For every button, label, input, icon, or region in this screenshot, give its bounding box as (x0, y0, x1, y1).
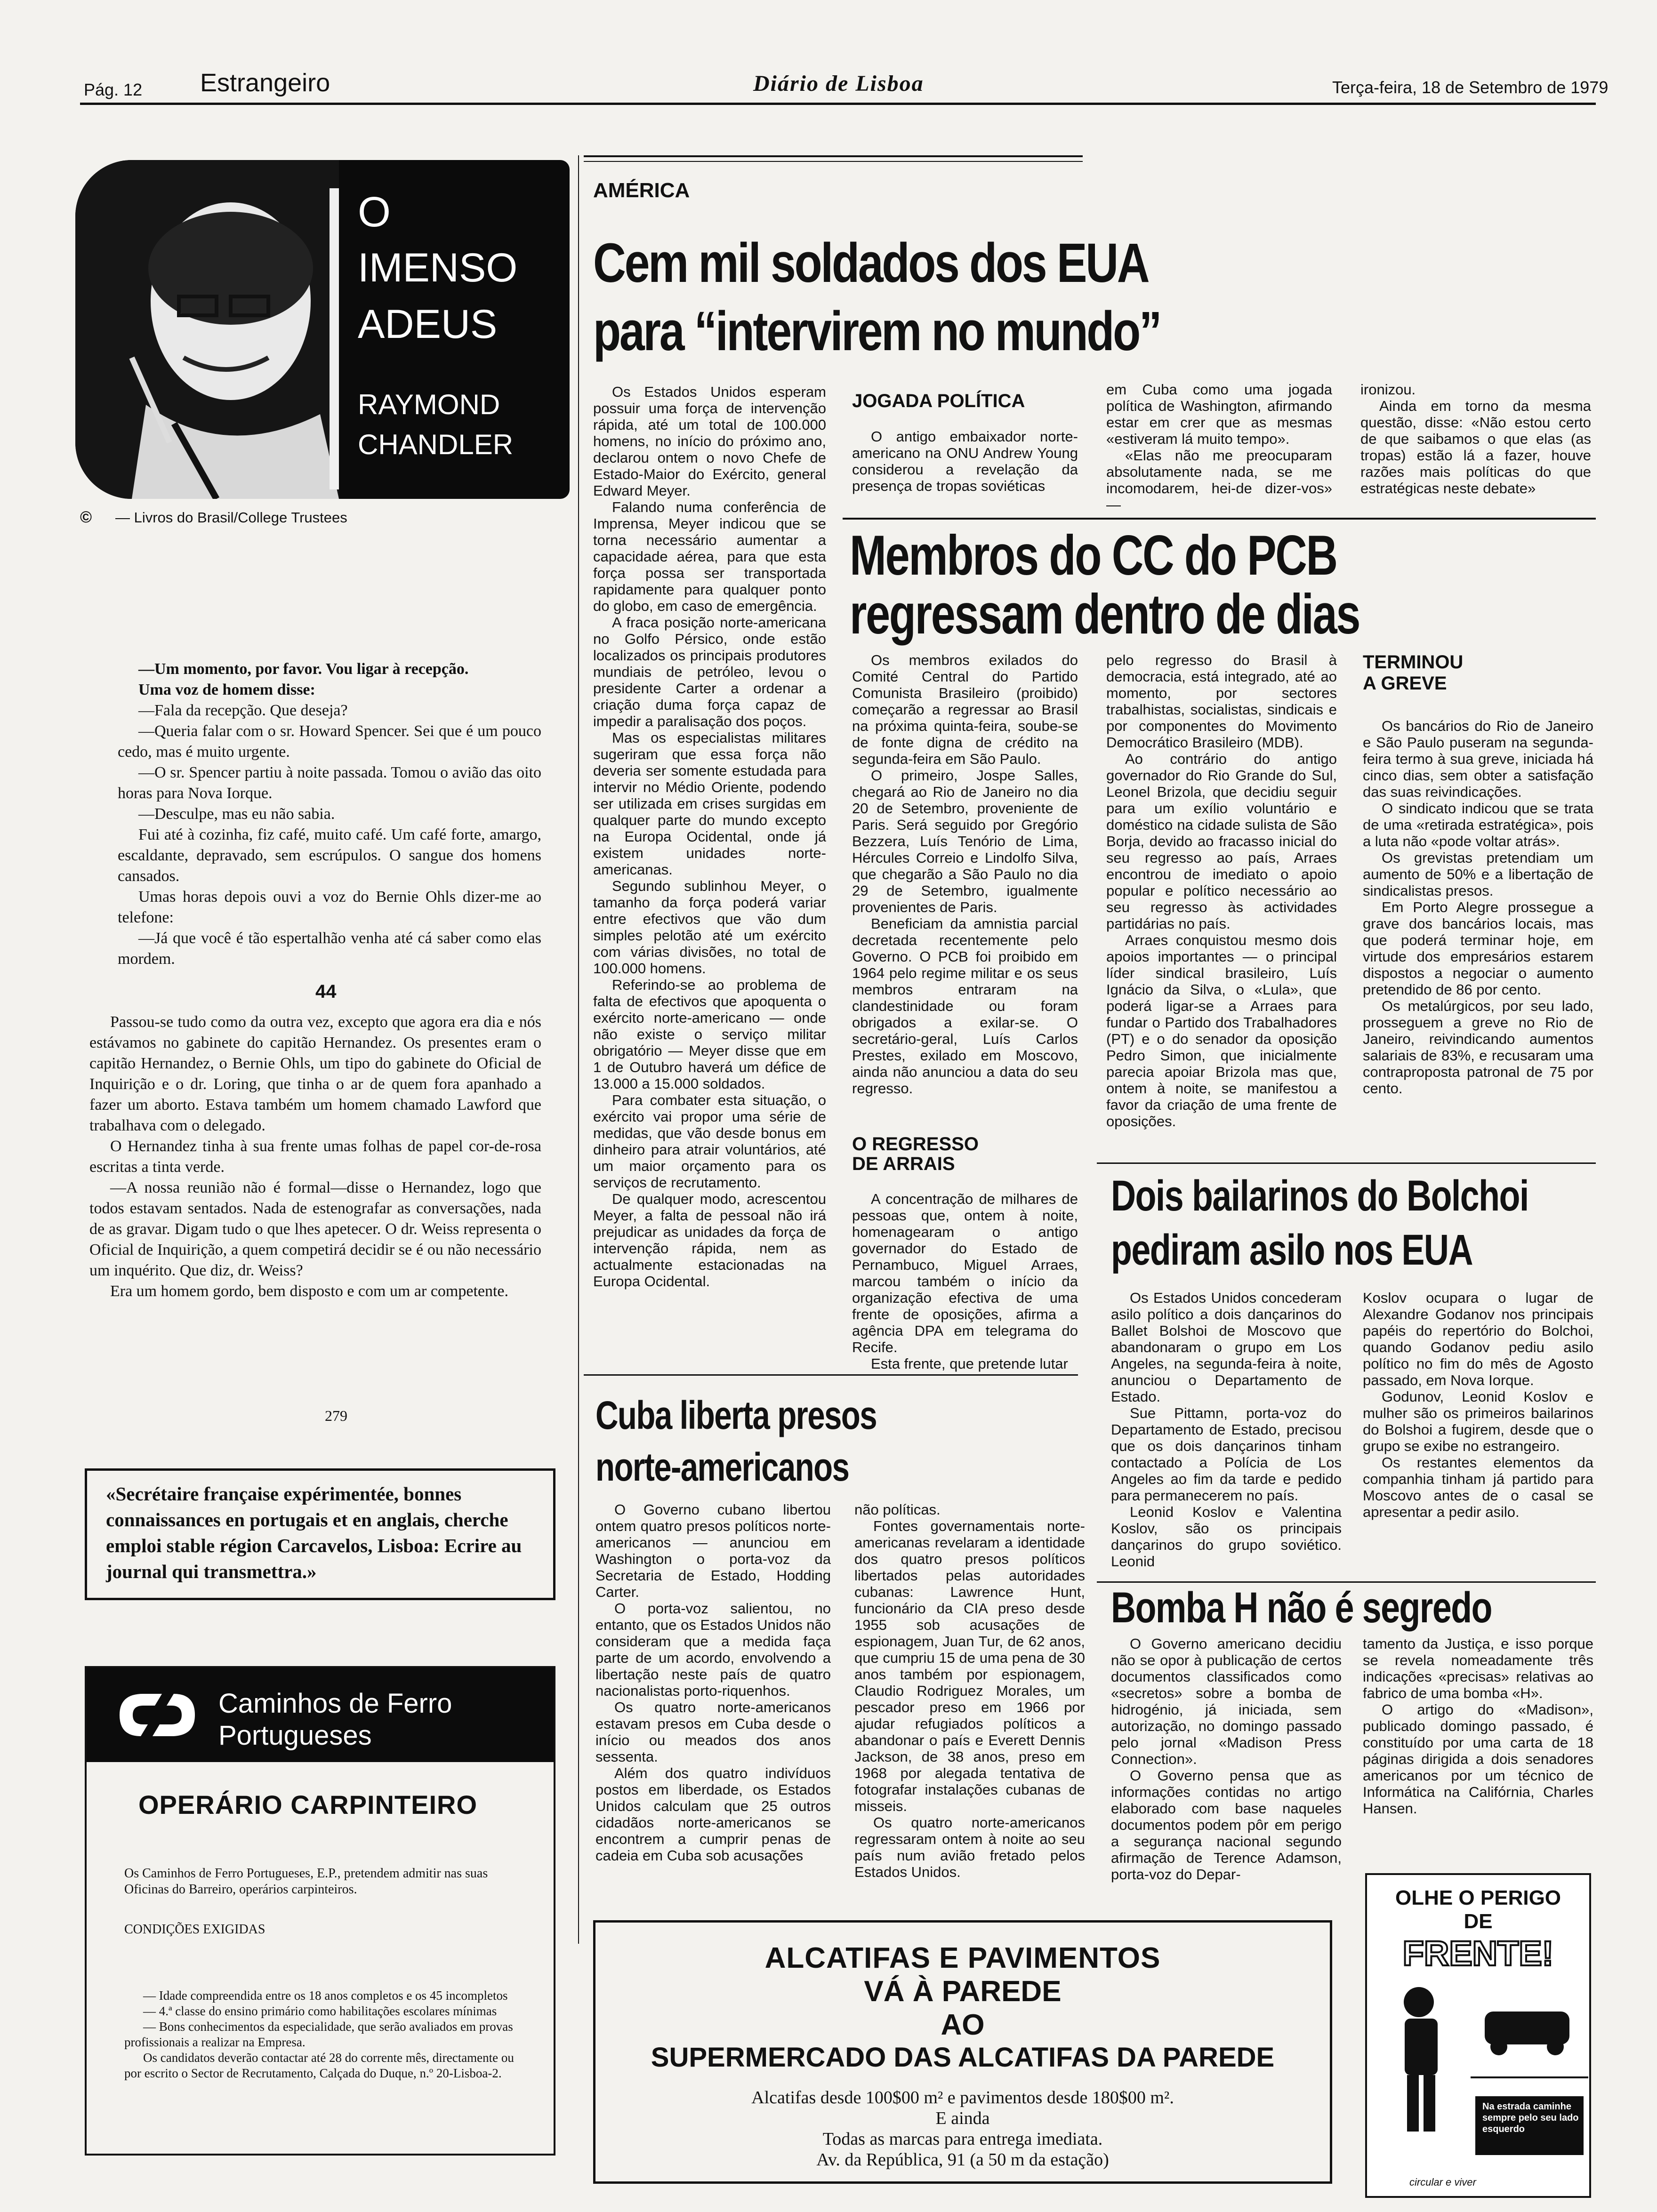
america-paragraph: Mas os especialistas militares sugeriram que essa força não deveria ser somente estudada para intervir no Médio Oriente, podendo ser utilizada em crises surgidas em qualquer parte do mundo excepto na Europa Ocidental, onde já existem unidades norte-americanas. (593, 729, 826, 878)
strike-title-line1: TERMINOU (1363, 652, 1464, 673)
pcb-paragraph: Arraes conquistou mesmo dois apoios importantes — o principal líder sindical brasileiro, Luís Ignácio da Silva, o «Lula», que poderá ligar-se a Arraes para fundar o Partido dos Trabalhadores (PT) e o do senador da oposição Pedro Simon, que inicialmente parecia apoiar Brizola mas que, ontem à noite, se manifestou a favor da criação de uma frente de oposições. (1106, 932, 1337, 1130)
cuba-paragraph: O porta-voz salientou, no entanto, que os Estados Unidos não consideram que a medida faça parte de um acordo, envolvendo a libertação neste país de quatro nacionalistas porto-riquenhos. (595, 1600, 831, 1699)
strike-title-line2: A GREVE (1363, 673, 1447, 694)
novel-line: Passou-se tudo como da outra vez, excepto que agora era dia e nós estávamos no gabinete do capitão Hernandez. Os presentes eram o capitão Hernandez, o Bernie Ohls, um tipo do gabinete do Oficial de Inquirição e o dr. Loring, que tinha o ar de quem fora apanhado a fazer um aborto. Estava também um homem chamado Lawford que trabalhava com o delegado. (89, 1013, 541, 1134)
chapter-number: 44 (315, 981, 337, 1002)
strike-paragraph: Em Porto Alegre prossegue a grave dos bancários locais, mas que poderá terminar hoje, em virtude dos empresários estarem dispostos a negociar o aumento pretendido de 86 por cento. (1363, 899, 1593, 998)
carpet-ad (593, 1920, 1332, 2184)
page-number: Pág. 12 (84, 80, 143, 99)
bolshoi-paragraph: Leonid Koslov e Valentina Koslov, são os principais dançarinos do grupo soviético. Leonid (1111, 1504, 1342, 1570)
cuba-headline-line2: norte-americanos (595, 1445, 849, 1489)
cuba-col2 (854, 1501, 1085, 1880)
cp-company-line1: Caminhos de Ferro (218, 1688, 452, 1719)
cuba-paragraph: O Governo cubano libertou ontem quatro presos políticos norte-americanos — anunciou em Washington o porta-voz da Secretaria de Estado, Hodding Carter. (595, 1501, 831, 1600)
pcb-paragraph: Esta frente, que pretende lutar (871, 1355, 1068, 1372)
pcb-paragraph: Beneficiam da amnistia parcial decretada recentemente pelo Governo. O PCB foi proibido em 1964 pelo regime militar e os seus membros entraram na clandestinidade ou foram obrigados a exilar-se. O secretário-geral, Luís Carlos Prestes, exilado em Moscovo, ainda não anunciou a data do seu regresso. (852, 915, 1078, 1097)
america-paragraph: A fraca posição norte-americana no Golfo Pérsico, onde estão localizados os principais produtores mundiais de petróleo, levou o presidente Carter a ordenar a criação duma força capaz de impedir a paralisação dos poços. (593, 614, 826, 729)
section-name: Estrangeiro (200, 69, 330, 97)
novel-line: Fui até à cozinha, fiz café, muito café. Um café forte, amargo, escaldante, depravado, sem escrúpulos. O sangue dos homens cansados. (118, 826, 541, 885)
novel-title-imenso: IMENSO (358, 245, 518, 290)
carpet-ad-sub2: E ainda (935, 2108, 990, 2128)
novel-text-part2 (89, 1012, 541, 1302)
carpet-ad-line2: VÁ À PAREDE (864, 1975, 1062, 2008)
novel-title-adeus: ADEUS (358, 302, 498, 347)
novel-author-last: CHANDLER (358, 429, 514, 460)
novel-line: Umas horas depois ouvi a voz do Bernie Ohls dizer-me ao telefone: (118, 888, 541, 926)
safety-ad-line2: DE (1464, 1910, 1493, 1933)
bolshoi-col2 (1363, 1290, 1593, 1520)
bolshoi-top-rule (1097, 1162, 1596, 1164)
pcb-paragraph: O primeiro, Jospe Salles, chegará ao Rio de Janeiro no dia 20 de Setembro, proveniente de Paris. Será seguido por Gregório Bezzera, Luís Tenório de Lima, Hércules Correio e Lindolfo Silva, que chegarão a São Paulo no dia 29 de Setembro, igualmente provenientes de Paris. (852, 767, 1078, 915)
bomb-paragraph: O Governo pensa que as informações contidas no artigo elaborado com base naqueles documentos podem pôr em perigo a segurança nacional segundo afirmação de Terence Adamson, porta-voz do Depar- (1111, 1767, 1342, 1883)
novel-line: O Hernandez tinha à sua frente umas folhas de papel cor-de-rosa escritas a tinta verde. (89, 1138, 541, 1176)
cp-condition-item: — 4.ª classe do ensino primário como habilitações escolares mínimas (143, 2004, 497, 2018)
novel-line: —Já que você é tão espertalhão venha até cá saber como elas mordem. (118, 930, 541, 968)
cp-condition-item: — Bons conhecimentos da especialidade, que serão avaliados em provas profissionais a realizar na Empresa. (124, 2020, 513, 2049)
bomb-paragraph: tamento da Justiça, e isso porque se revela nomeadamente três indicações «precisas» relativas ao fabrico de uma bomba «H». (1363, 1635, 1593, 1701)
pcb-headline-line1: Membros do CC do PCB (850, 524, 1337, 587)
safety-ad-line1: OLHE O PERIGO (1395, 1886, 1561, 1909)
bolshoi-paragraph: Os Estados Unidos concederam asilo político a dois dançarinos do Ballet Bolshoi de Moscovo que abandonaram o grupo em Los Angeles, na segunda-feira à noite, anunciou o Departamento de Estado. (1111, 1290, 1342, 1405)
novel-line: —O sr. Spencer partiu à noite passada. Tomou o avião das oito horas para Nova Iorque. (118, 764, 541, 802)
author-portrait (75, 160, 339, 499)
classified-ad (85, 1468, 555, 1600)
america-headline-line2: para “intervirem no mundo” (593, 300, 1161, 362)
bolshoi-headline-line2: pediram asilo nos EUA (1111, 1226, 1473, 1274)
america-col3 (1106, 381, 1332, 513)
bomb-col1 (1111, 1635, 1342, 1883)
pcb-headline-line2: regressam dentro de dias (850, 583, 1360, 646)
copyright-symbol: © (80, 508, 92, 526)
novel-line: Uma voz de homem disse: (138, 681, 315, 698)
cp-conditions-title: CONDIÇÕES EXIGIDAS (124, 1922, 265, 1937)
america-paragraph: Referindo-se ao problema de falta de efectivos que apoquenta o exército norte-americano — onde não existe o serviço militar obrigatório — Meyer disse que em 1 de Outubro haverá um défice de 13.000 a 15.000 soldados. (593, 977, 826, 1092)
safety-ad (1365, 1873, 1591, 2198)
america-paragraph: em Cuba como uma jogada política de Washington, afirmando estar em crer que as mesmas «estiveram lá muito tempo». (1106, 381, 1332, 447)
pcb-col1 (852, 652, 1078, 1097)
novel-line: —Queria falar com o sr. Howard Spencer. Sei que é um pouco cedo, mas é muito urgente. (118, 722, 541, 761)
america-paragraph: Falando numa conferência de Imprensa, Meyer indicou que se torna necessário aumentar a capacidade aérea, para que esta força possa ser transportada rapidamente para qualquer ponto do globo, em caso de emergência. (593, 499, 826, 614)
cuba-paragraph: não políticas. (854, 1501, 941, 1518)
novel-line: —Fala da recepção. Que deseja? (138, 702, 348, 719)
america-paragraph: ironizou. (1360, 381, 1416, 398)
cp-ad (85, 1666, 555, 2156)
cp-intro: Os Caminhos de Ferro Portugueses, E.P., pretendem admitir nas suas Oficinas do Barreiro, operários carpinteiros. (124, 1866, 488, 1897)
cp-condition-item: — Idade compreendida entre os 18 anos completos e os 45 incompletos (143, 1988, 508, 2003)
america-top-rule-2 (584, 161, 1083, 162)
america-col1 (593, 384, 826, 1290)
carpet-ad-sub3: Todas as marcas para entrega imediata. (822, 2129, 1103, 2149)
novel-banner (75, 160, 570, 499)
cuba-paragraph: Os quatro norte-americanos estavam presos em Cuba desde o início ou meados dos anos sessenta. (595, 1699, 831, 1765)
cuba-col1 (595, 1501, 831, 1864)
america-top-rule-1 (584, 155, 1083, 157)
america-col4 (1360, 381, 1591, 497)
bolshoi-col1 (1111, 1290, 1342, 1570)
america-kicker: AMÉRICA (593, 179, 690, 202)
america-headline-line1: Cem mil soldados dos EUA (593, 232, 1149, 294)
carpet-ad-line1: ALCATIFAS E PAVIMENTOS (764, 1942, 1161, 1974)
cp-conditions (124, 1988, 529, 2081)
novel-author-first: RAYMOND (358, 389, 500, 420)
bomb-paragraph: O Governo americano decidiu não se opor à publicação de certos documentos classificados como «secretos» sobre a bomba de hidrogénio, já iniciada, sem autorização, no domingo passado pelo jornal «Madison Press Connection». (1111, 1635, 1342, 1767)
novel-line: Era um homem gordo, bem disposto e com um ar competente. (110, 1282, 509, 1300)
novel-credit: — Livros do Brasil/College Trustees (115, 509, 347, 526)
classified-text: «Secrétaire française expérimentée, bonnes connaissances en portugais et en anglais, cherche emploi stable région Carcavelos, Lisboa: Ecrire au journal qui transmettra.» (106, 1483, 522, 1582)
pcb-col1b (852, 1191, 1078, 1372)
america-subhead: JOGADA POLÍTICA (852, 391, 1025, 411)
america-paragraph: Ainda em torno da mesma questão, disse: «Não estou certo de que saibamos o que elas (as tropas) estão lá a fazer, houve razões mais políticas do que estratégicas neste debate» (1360, 398, 1591, 497)
bomb-top-rule (1097, 1581, 1596, 1583)
masthead: Diário de Lisboa (753, 71, 924, 96)
america-paragraph: «Elas não me preocuparam absolutamente nada, se me incomodarem, hei-de dizer-vos» — (1106, 447, 1332, 513)
america-paragraph: Para combater esta situação, o exército vai propor uma série de medidas, que vão desde bonus em dinheiro para atrair voluntários, até um maior orçamento para os serviços de recrutamento. (593, 1092, 826, 1191)
pcb-col2 (1106, 652, 1337, 1130)
cp-logo-icon (110, 1687, 204, 1743)
novel-title-o: O (358, 189, 391, 236)
issue-date: Terça-feira, 18 de Setembro de 1979 (1332, 78, 1609, 97)
pcb-paragraph: Ao contrário do antigo governador do Rio Grande do Sul, Leonel Brizola, que decidiu seguir para um exílio voluntário e doméstico na cidade sulista de São Borja, devido ao fracasso inicial do seu regresso ao país, Arraes encontrou de imediato o apoio popular e político necessário ao seu regresso às actividades partidárias no país. (1106, 751, 1337, 932)
novel-line: —Desculpe, mas eu não sabia. (138, 805, 335, 823)
pcb-subhead: O REGRESSO DE ARRAIS (852, 1134, 979, 1174)
carpet-ad-line4: SUPERMERCADO DAS ALCATIFAS DA PAREDE (651, 2042, 1275, 2073)
pcb-paragraph: pelo regresso do Brasil à democracia, está integrado, até ao momento, por sectores trabalhistas, socialistas, sindicais e por componentes do Movimento Democrático Brasileiro (MDB). (1106, 652, 1337, 751)
column-divider (578, 155, 579, 1944)
novel-text-part1 (118, 659, 541, 970)
america-paragraph: Segundo sublinhou Meyer, o tamanho da força poderá variar entre efectivos que vão dum simples pelotão até um exército com várias divisões, no total de 100.000 homens. (593, 878, 826, 977)
cuba-paragraph: Os quatro norte-americanos regressaram ontem à noite ao seu país num avião fretado pelos Estados Unidos. (854, 1814, 1085, 1880)
novel-line: —Um momento, por favor. Vou ligar à recepção. (138, 660, 469, 678)
bolshoi-paragraph: Koslov ocupara o lugar de Alexandre Godanov nos principais papéis do repertório do Bolchoi, quando Godanov pediu asilo político no fim do mês de Agosto passado, em Nova Iorque. (1363, 1290, 1593, 1388)
cp-banner (87, 1668, 554, 1762)
novel-line: —A nossa reunião não é formal—disse o Hernandez, logo que todos estavam sentados. Nada de estenografar as conversações, nada de as gravar. Digam tudo o que lhes apetecer. O dr. Weiss representa o Oficial de Inquirição, a quem competirá decidir se é ou não necessário um inquérito. Que diz, dr. Weiss? (89, 1179, 541, 1279)
cuba-paragraph: Além dos quatro indivíduos postos em liberdade, os Estados Unidos calculam que 25 outros cidadãos norte-americanos se encontrem a cumprir penas de cadeia em Cuba sob acusações (595, 1765, 831, 1864)
cp-job-title: OPERÁRIO CARPINTEIRO (138, 1790, 478, 1819)
bolshoi-paragraph: Os restantes elementos da companhia tinham já partido para Moscovo antes de o casal se apresentar a pedir asilo. (1363, 1454, 1593, 1520)
strike-paragraph: Os metalúrgicos, por seu lado, prosseguem a greve no Rio de Janeiro, reivindicando aumentos salariais de 83%, e recusaram uma contraproposta patronal de 75 por cento. (1363, 998, 1593, 1097)
strike-paragraph: Os grevistas pretendiam um aumento de 50% e a libertação de sindicalistas presos. (1363, 850, 1593, 899)
cp-company-line2: Portugueses (218, 1720, 372, 1751)
america-paragraph: De qualquer modo, acrescentou Meyer, a falta de pessoal não irá prejudicar as unidades da força de intervenção rápida, nem as actualmente estacionadas na Europa Ocidental. (593, 1191, 826, 1290)
safety-ad-line3: FRENTE! (1402, 1934, 1554, 1973)
novel-page-number: 279 (325, 1407, 347, 1424)
bolshoi-paragraph: Sue Pittamn, porta-voz do Departamento de Estado, precisou que os dois dançarinos tinham contactado a Polícia de Los Angeles ao fim da tarde e pedido para permanecerem no país. (1111, 1405, 1342, 1504)
bomb-headline: Bomba H não é segredo (1111, 1584, 1492, 1632)
pcb-top-rule (843, 518, 1596, 520)
bolshoi-paragraph: Godunov, Leonid Koslov e mulher são os primeiros bailarinos do Bolshoi a fugirem, desde que o grupo se exibe no estrangeiro. (1363, 1388, 1593, 1454)
cuba-headline-line1: Cuba liberta presos (595, 1393, 877, 1437)
strike-col (1363, 718, 1593, 1097)
pcb-paragraph: A concentração de milhares de pessoas que, ontem à noite, homenagearam o antigo governador do Estado de Pernambuco, Miguel Arraes, marcou também o início da organização efectiva de uma frente de oposições, afirma a agência DPA em telegrama do Recife. (852, 1191, 1078, 1355)
cuba-top-rule (584, 1374, 1078, 1376)
bolshoi-headline-line1: Dois bailarinos do Bolchoi (1111, 1172, 1528, 1220)
strike-paragraph: Os bancários do Rio de Janeiro e São Paulo puseram na segunda-feira termo à sua greve, iniciada há cinco dias, sem obter a satisfação das suas reivindicações. (1363, 718, 1593, 800)
america-paragraph: Os Estados Unidos esperam possuir uma força de intervenção rápida, até um total de 100.000 homens, no início do próximo ano, declarou ontem o novo Chefe de Estado-Maior do Exército, general Edward Meyer. (593, 384, 826, 499)
bomb-col2 (1363, 1635, 1593, 1817)
cuba-paragraph: Fontes governamentais norte-americanas revelaram a identidade dos quatro presos políticos libertados pelas autoridades cubanas: Lawrence Hunt, funcionário da CIA preso desde 1955 sob acusações de espionagem, Juan Tur, de 62 anos, que cumpriu 15 de uma pena de 30 anos também por espionagem, Claudio Rodriguez Morales, um pescador preso em 1966 por ajudar refugiados políticos a abandonar o país e Everett Dennis Jackson, de 38 anos, preso em 1968 por alegada tentativa de fotografar instalações cubanas de misseis. (854, 1518, 1085, 1814)
pcb-paragraph: Os membros exilados do Comité Central do Partido Comunista Brasileiro (proibido) começarão a regressar ao Brasil na próxima quinta-feira, soube-se de fonte digna de crédito na segunda-feira em São Paulo. (852, 652, 1078, 767)
safety-ad-footer: circular e viver (1409, 2176, 1476, 2188)
cp-contact: Os candidatos deverão contactar até 28 do corrente mês, directamente ou por escrito o Sector de Recrutamento, Calçada do Duque, n.º 20-Lisboa-2. (124, 2051, 514, 2080)
carpet-ad-sub1: Alcatifas desde 100$00 m² e pavimentos desde 180$00 m². (751, 2088, 1174, 2108)
carpet-ad-line3: AO (941, 2009, 985, 2041)
safety-ad-caption: Na estrada caminhe sempre pelo seu lado esquerdo (1482, 2101, 1579, 2134)
carpet-ad-sub4: Av. da República, 91 (a 50 m da estação) (816, 2150, 1109, 2170)
header-rule (80, 103, 1596, 105)
strike-paragraph: O sindicato indicou que se trata de uma «retirada estratégica», pois a luta não «pode voltar atrás». (1363, 800, 1593, 850)
america-col2 (852, 428, 1078, 494)
america-paragraph: O antigo embaixador norte-americano na ONU Andrew Young considerou a revelação da presença de tropas soviéticas (852, 428, 1078, 494)
bomb-paragraph: O artigo do «Madison», publicado domingo passado, é constituído por uma carta de 18 páginas dirigida a dois senadores americanos por um técnico de Informática na Califórnia, Charles Hansen. (1363, 1701, 1593, 1817)
